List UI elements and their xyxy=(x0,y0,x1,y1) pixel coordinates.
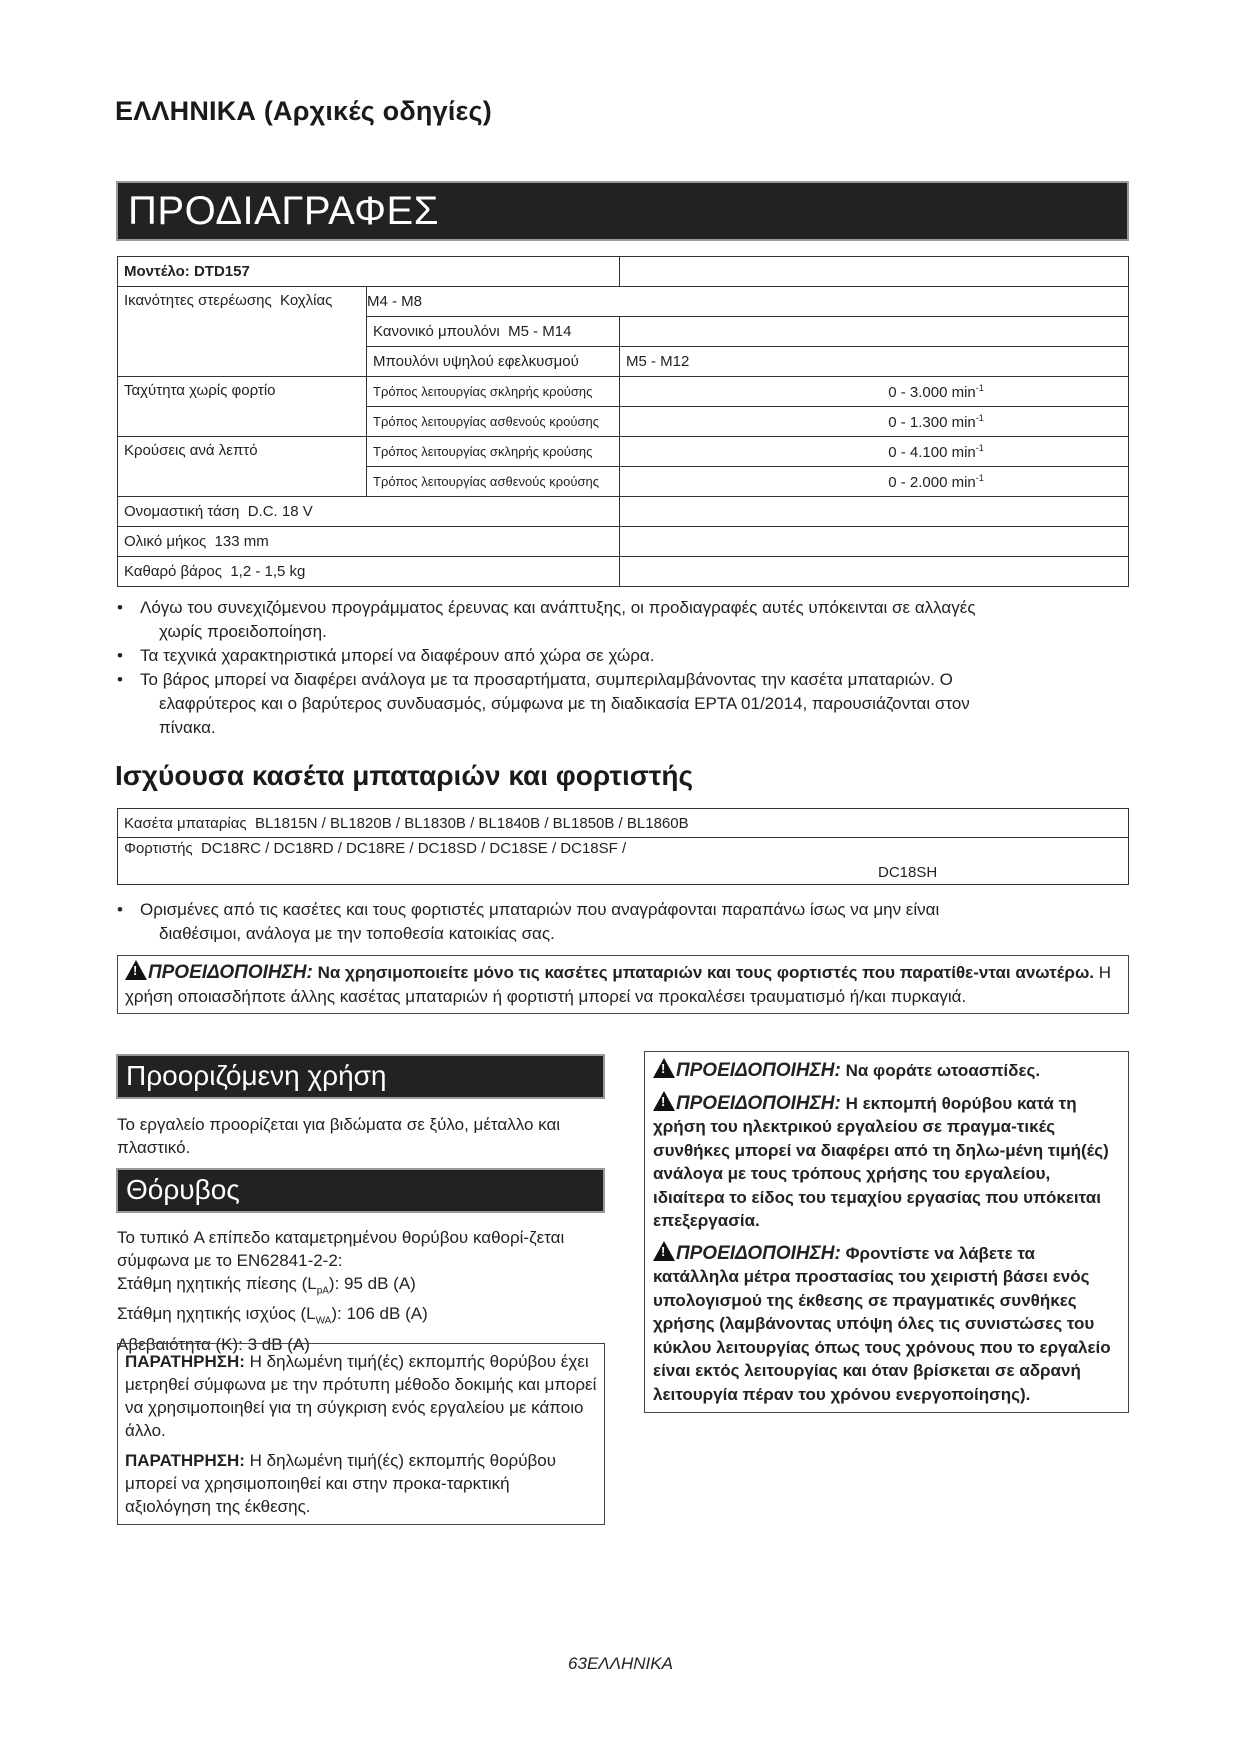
fastening-label: Ικανότητες στερέωσης Κοχλίας xyxy=(118,287,367,377)
noise-intro: Το τυπικό A επίπεδο καταμετρημένου θορύβου καθορί-ζεται σύμφωνα με το EN62841-2-2: xyxy=(117,1228,565,1270)
table-row xyxy=(118,809,1129,838)
noise-notes xyxy=(117,1343,605,1525)
table-row xyxy=(118,557,1129,587)
noise-values xyxy=(117,1226,605,1356)
hard-mode-label: Τρόπος λειτουργίας σκληρής κρούσης xyxy=(367,437,620,467)
list-item: • Λόγω του συνεχιζόμενου προγράμματος έρευνας και ανάπτυξης, οι προδιαγραφές αυτές υπόκεινται σε αλλαγές χωρίς προειδοποίηση. xyxy=(117,596,1129,644)
noise-uncertainty: Αβεβαιότητα (K): 3 dB (A) xyxy=(117,1334,310,1354)
screw-value: M4 - M8 xyxy=(367,287,1129,317)
warning-icon xyxy=(653,1241,675,1261)
bolt-label: Κανονικό μπουλόνι M5 - M14 xyxy=(367,317,620,347)
noise-pressure: Στάθμη ηχητικής πίεσης $(L_{pA})$: 95 dB (A) xyxy=(117,1274,416,1297)
table-row xyxy=(118,257,1129,287)
noise-heading: Θόρυβος xyxy=(116,1168,605,1213)
charger-value-continued: DC18SH xyxy=(878,864,938,881)
list-item: • Το βάρος μπορεί να διαφέρει ανάλογα με τα προσαρτήματα, συμπεριλαμβάνοντας την κασέτα μπαταριών. Ο ελαφρύτερος και ο βαρύτερος συνδυασμός, σύμφωνα με τη διαδικασία EPTA 01/2014, παρουσιάζονται στον πίνακα. xyxy=(117,668,1129,740)
table-row xyxy=(118,287,1129,317)
specifications-banner xyxy=(116,181,1129,241)
warning-icon xyxy=(125,960,147,980)
model-label: Μοντέλο: DTD157 xyxy=(118,257,620,287)
soft-mode-label: Τρόπος λειτουργίας ασθενούς κρούσης xyxy=(367,467,620,497)
intended-use-text: Το εργαλείο προορίζεται για βιδώματα σε ξύλο, μέταλλο και πλαστικό. xyxy=(117,1115,561,1157)
language-title: ΕΛΛΗΝΙΚΑ (Αρχικές οδηγίες) xyxy=(115,96,492,126)
noise-warnings xyxy=(644,1051,1129,1413)
ipm-soft-value: 0 - 2.000 $\min^{-1}$ xyxy=(620,467,1129,497)
noload-hard-value: 0 - 3.000 $\min^{-1}$ xyxy=(620,377,1129,407)
cartridge-row: Κασέτα μπαταρίας BL1815N / BL1820B / BL1830B / BL1840B / BL1850B / BL1860B xyxy=(118,809,1129,838)
note-1: ΠΑΡΑΤΗΡΗΣΗ: Η δηλωμένη τιμή(ές) εκπομπής θορύβου έχει μετρηθεί σύμφωνα με την πρότυπη μέθοδο δοκιμής και μπορεί να χρησιμοποιηθεί για τη σύγκριση ενός εργαλείου με κάποιο άλλο. xyxy=(125,1352,597,1440)
warning-icon xyxy=(653,1091,675,1111)
spec-table xyxy=(117,256,1129,587)
ht-bolt-label: Μπουλόνι υψηλού εφελκυσμού xyxy=(367,347,620,377)
list-item: • Ορισμένες από τις κασέτες και τους φορτιστές μπαταριών που αναγράφονται παραπάνω ίσως να μην είναι διαθέσιμοι, ανάλογα με την τοποθεσία κατοικίας σας. xyxy=(117,898,1129,946)
list-item: • Τα τεχνικά χαρακτηριστικά μπορεί να διαφέρουν από χώρα σε χώρα. xyxy=(117,644,1129,668)
spec-notes xyxy=(117,596,1129,740)
hard-mode-label: Τρόπος λειτουργίας σκληρής κρούσης xyxy=(367,377,620,407)
weight-row: Καθαρό βάρος 1,2 - 1,5 kg xyxy=(118,557,620,587)
warning-hearing: !ΠΡΟΕΙΔΟΠΟΙΗΣΗ: Να φοράτε ωτοασπίδες. xyxy=(653,1058,1120,1083)
battery-note xyxy=(117,898,1129,946)
table-row xyxy=(118,377,1129,407)
warning-icon xyxy=(653,1058,675,1078)
noise-power: Στάθμη ηχητικής ισχύος $(L_{WA})$: 106 dB (A) xyxy=(117,1304,428,1327)
page-footer: 63ΕΛΛΗΝΙΚΑ xyxy=(568,1654,673,1673)
ht-bolt-value: M5 - M12 xyxy=(620,347,1129,377)
table-row xyxy=(118,497,1129,527)
warning-emission: !ΠΡΟΕΙΔΟΠΟΙΗΣΗ: Η εκπομπή θορύβου κατά τη χρήση του ηλεκτρικού εργαλείου σε πραγμα-τικές συνθήκες μπορεί να διαφέρει από τη δηλω-μένη τιμή(ές) ανάλογα με τους τρόπους χρήσης του εργαλείου, ιδιαίτερα το είδος του τεμαχίου εργασίας που υπόκειται επεξεργασία. xyxy=(653,1091,1120,1233)
ipm-label: Κρούσεις ανά λεπτό xyxy=(118,437,367,497)
warning-exposure: !ΠΡΟΕΙΔΟΠΟΙΗΣΗ: Φροντίστε να λάβετε τα κατάλληλα μέτρα προστασίας του χειριστή βάσει ενός υπολογισμού της έκθεσης σε πραγματικές συνθήκες χρήσης (λαμβάνοντας υπόψη όλες τις συνιστώσες του κύκλου λειτουργίας όπως τους χρόνους που το εργαλείο είναι εκτός λειτουργίας και όταν βρίσκεται σε αδρανή λειτουργία πέραν του χρόνου ενεργοποίησης). xyxy=(653,1241,1120,1407)
voltage-row: Ονομαστική τάση D.C. 18 V xyxy=(118,497,620,527)
charger-row: Φορτιστής DC18RC / DC18RD / DC18RE / DC18SD / DC18SE / DC18SF / DC18SH xyxy=(118,838,1129,885)
length-row: Ολικό μήκος 133 mm xyxy=(118,527,620,557)
soft-mode-label: Τρόπος λειτουργίας ασθενούς κρούσης xyxy=(367,407,620,437)
intended-use-heading: Προοριζόμενη χρήση xyxy=(116,1054,605,1099)
specifications-title: ΠΡΟΔΙΑΓΡΑΦΕΣ xyxy=(128,189,439,233)
battery-heading: Ισχύουσα κασέτα μπαταριών και φορτιστής xyxy=(115,760,694,791)
note-2: ΠΑΡΑΤΗΡΗΣΗ: Η δηλωμένη τιμή(ές) εκπομπής θορύβου μπορεί να χρησιμοποιηθεί και στην προκα-ταρκτική αξιολόγηση της έκθεσης. xyxy=(125,1451,557,1516)
table-row xyxy=(118,838,1129,885)
battery-table xyxy=(117,808,1129,885)
battery-warning: !ΠΡΟΕΙΔΟΠΟΙΗΣΗ: Να χρησιμοποιείτε μόνο τις κασέτες μπαταριών και τους φορτιστές που παρατίθε-νται ανωτέρω. Η χρήση οποιασδήποτε άλλης κασέτας μπαταριών ή φορτιστή μπορεί να προκαλέσει τραυματισμό ή/και πυρκαγιά. xyxy=(117,955,1129,1014)
table-row xyxy=(118,527,1129,557)
ipm-hard-value: 0 - 4.100 $\min^{-1}$ xyxy=(620,437,1129,467)
noload-label: Ταχύτητα χωρίς φορτίο xyxy=(118,377,367,437)
table-row xyxy=(118,437,1129,467)
noload-soft-value: 0 - 1.300 $\min^{-1}$ xyxy=(620,407,1129,437)
